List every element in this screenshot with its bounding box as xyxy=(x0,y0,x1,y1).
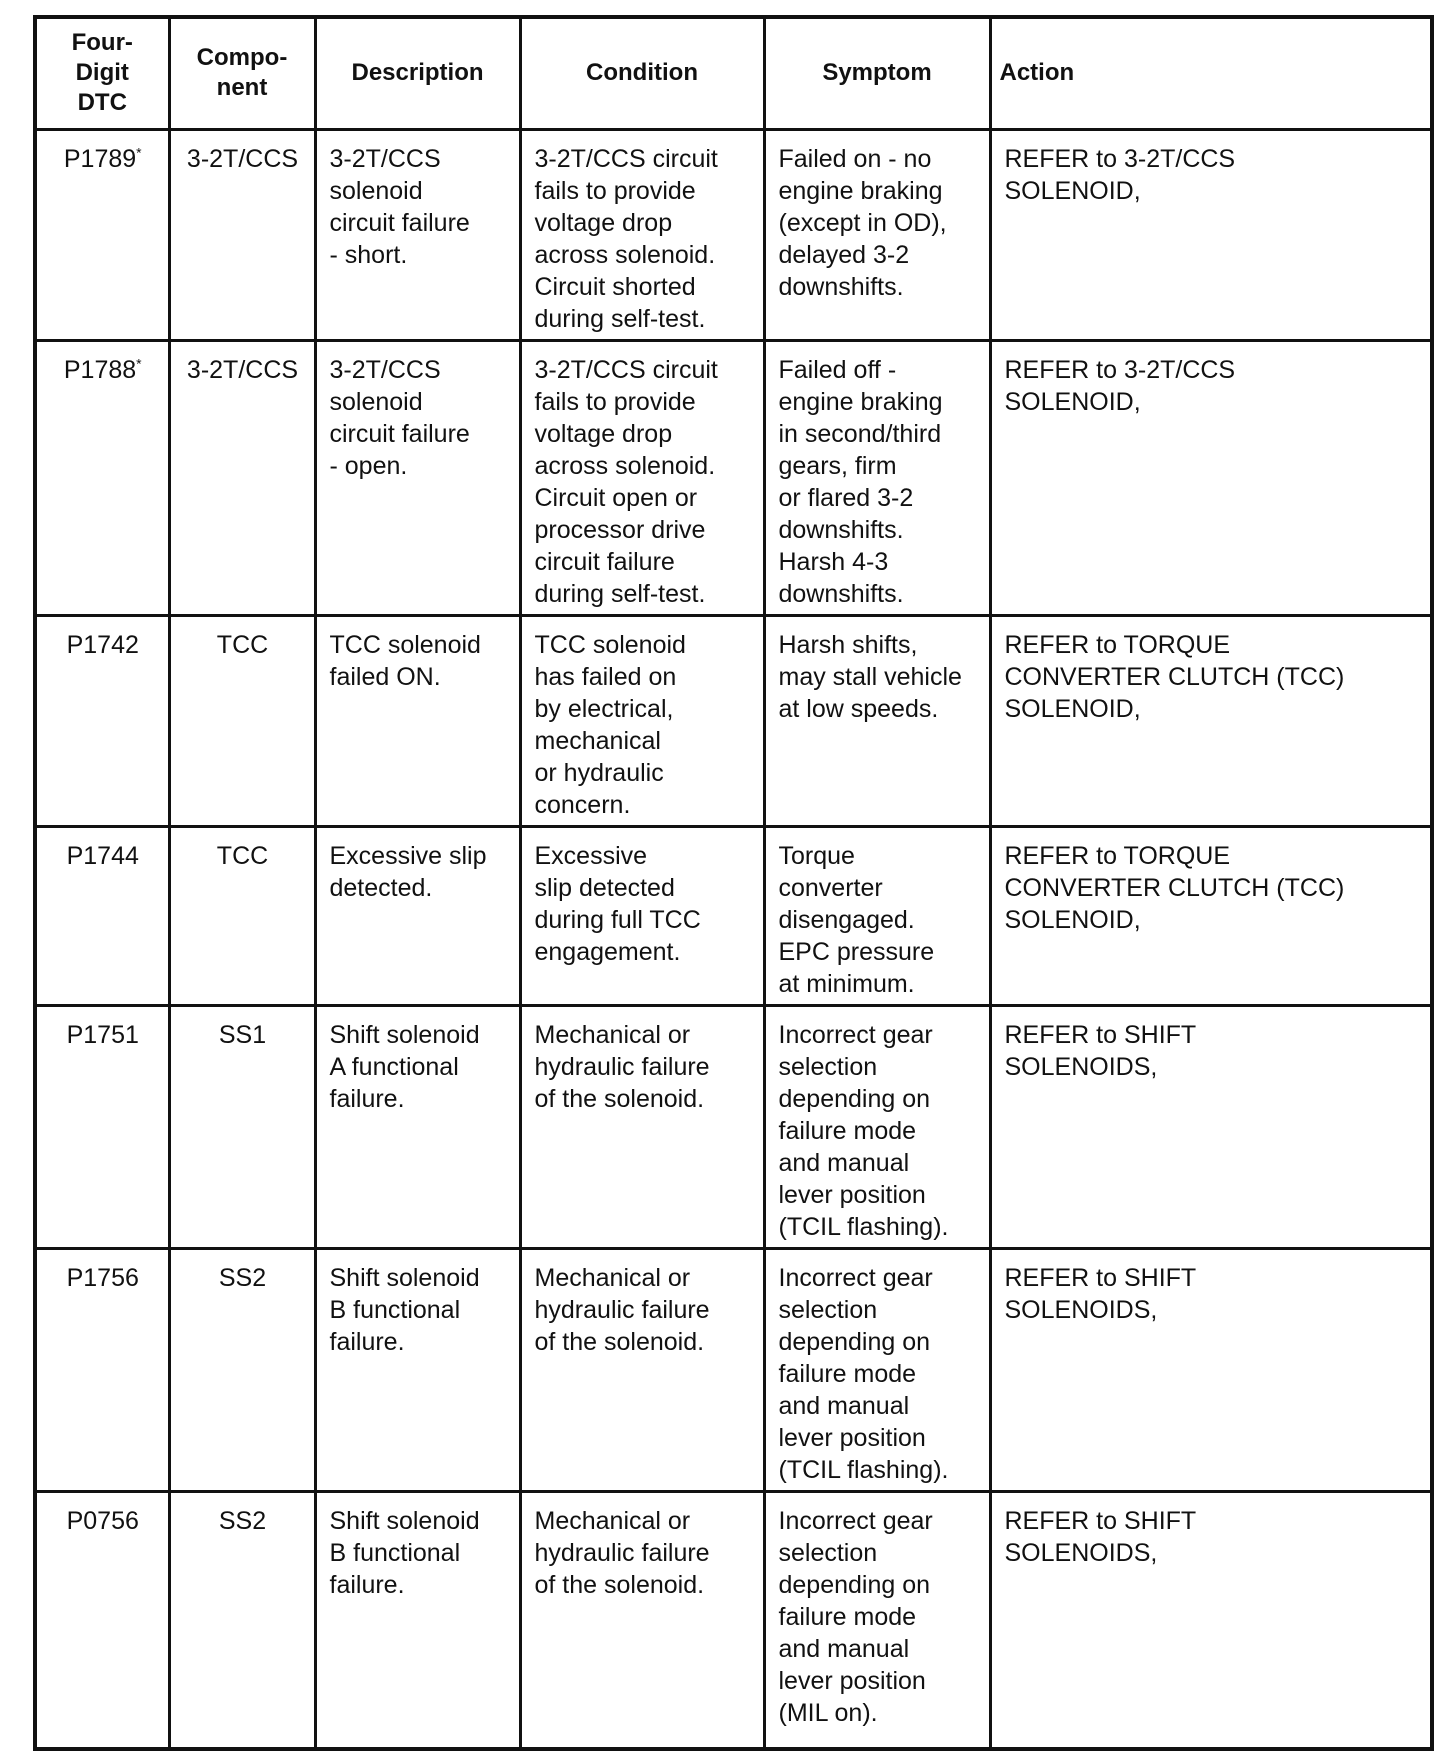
component-cell: SS1 xyxy=(169,1005,315,1248)
dtc-cell xyxy=(35,129,169,340)
action-cell: REFER to TORQUE CONVERTER CLUTCH (TCC) SOLENOID, xyxy=(990,615,1432,826)
table-row xyxy=(35,615,1432,826)
component-cell: SS2 xyxy=(169,1491,315,1749)
header-dtc: Four- Digit DTC xyxy=(35,17,169,129)
symptom-cell: Failed on - no engine braking (except in OD), delayed 3-2 downshifts. xyxy=(764,129,990,340)
header-symptom: Symptom xyxy=(764,17,990,129)
condition-cell: 3-2T/CCS circuit fails to provide voltage drop across solenoid. Circuit open or processor drive circuit failure during self-test. xyxy=(520,340,764,615)
component-cell: TCC xyxy=(169,826,315,1005)
component-cell: SS2 xyxy=(169,1248,315,1491)
action-cell: REFER to SHIFT SOLENOIDS, xyxy=(990,1491,1432,1749)
description-cell: Shift solenoid A functional failure. xyxy=(315,1005,520,1248)
condition-cell: 3-2T/CCS circuit fails to provide voltage drop across solenoid. Circuit shorted during self-test. xyxy=(520,129,764,340)
description-cell: TCC solenoid failed ON. xyxy=(315,615,520,826)
header-component: Compo- nent xyxy=(169,17,315,129)
dtc-code: P1744 xyxy=(66,841,139,870)
action-cell: REFER to 3-2T/CCS SOLENOID, xyxy=(990,129,1432,340)
description-cell: Shift solenoid B functional failure. xyxy=(315,1491,520,1749)
dtc-footnote-mark: * xyxy=(136,144,142,161)
description-cell: 3-2T/CCS solenoid circuit failure - short. xyxy=(315,129,520,340)
dtc-cell xyxy=(35,340,169,615)
condition-cell: Mechanical or hydraulic failure of the solenoid. xyxy=(520,1005,764,1248)
condition-cell: Mechanical or hydraulic failure of the solenoid. xyxy=(520,1248,764,1491)
dtc-code: P1742 xyxy=(66,630,139,659)
table-row xyxy=(35,1005,1432,1248)
table-row xyxy=(35,340,1432,615)
description-cell: Excessive slip detected. xyxy=(315,826,520,1005)
dtc-code: P1788 xyxy=(63,355,137,384)
condition-cell: TCC solenoid has failed on by electrical, mechanical or hydraulic concern. xyxy=(520,615,764,826)
action-cell: REFER to 3-2T/CCS SOLENOID, xyxy=(990,340,1432,615)
component-cell: TCC xyxy=(169,615,315,826)
dtc-table xyxy=(33,15,1434,1751)
table-row xyxy=(35,1248,1432,1491)
action-cell: REFER to TORQUE CONVERTER CLUTCH (TCC) SOLENOID, xyxy=(990,826,1432,1005)
description-cell: 3-2T/CCS solenoid circuit failure - open. xyxy=(315,340,520,615)
symptom-cell: Failed off - engine braking in second/third gears, firm or flared 3-2 downshifts. Harsh 4-3 downshifts. xyxy=(764,340,990,615)
condition-cell: Mechanical or hydraulic failure of the solenoid. xyxy=(520,1491,764,1749)
header-action: Action xyxy=(990,17,1432,129)
dtc-cell xyxy=(35,1491,169,1749)
dtc-code: P1789 xyxy=(63,144,137,173)
symptom-cell: Incorrect gear selection depending on failure mode and manual lever position (TCIL flashing). xyxy=(764,1248,990,1491)
dtc-cell xyxy=(35,1005,169,1248)
dtc-cell xyxy=(35,1248,169,1491)
dtc-code: P1756 xyxy=(66,1263,139,1292)
symptom-cell: Torque converter disengaged. EPC pressure at minimum. xyxy=(764,826,990,1005)
description-cell: Shift solenoid B functional failure. xyxy=(315,1248,520,1491)
action-cell: REFER to SHIFT SOLENOIDS, xyxy=(990,1248,1432,1491)
table-header-row xyxy=(35,17,1432,129)
dtc-footnote-mark: * xyxy=(136,355,142,372)
component-cell: 3-2T/CCS xyxy=(169,129,315,340)
table-row xyxy=(35,129,1432,340)
symptom-cell: Harsh shifts, may stall vehicle at low speeds. xyxy=(764,615,990,826)
dtc-cell xyxy=(35,615,169,826)
header-condition: Condition xyxy=(520,17,764,129)
dtc-code: P1751 xyxy=(66,1020,139,1049)
symptom-cell: Incorrect gear selection depending on failure mode and manual lever position (TCIL flashing). xyxy=(764,1005,990,1248)
symptom-cell: Incorrect gear selection depending on failure mode and manual lever position (MIL on). xyxy=(764,1491,990,1749)
table-row xyxy=(35,826,1432,1005)
condition-cell: Excessive slip detected during full TCC engagement. xyxy=(520,826,764,1005)
dtc-code: P0756 xyxy=(66,1506,139,1535)
table-row xyxy=(35,1491,1432,1749)
dtc-cell xyxy=(35,826,169,1005)
component-cell: 3-2T/CCS xyxy=(169,340,315,615)
action-cell: REFER to SHIFT SOLENOIDS, xyxy=(990,1005,1432,1248)
header-description: Description xyxy=(315,17,520,129)
